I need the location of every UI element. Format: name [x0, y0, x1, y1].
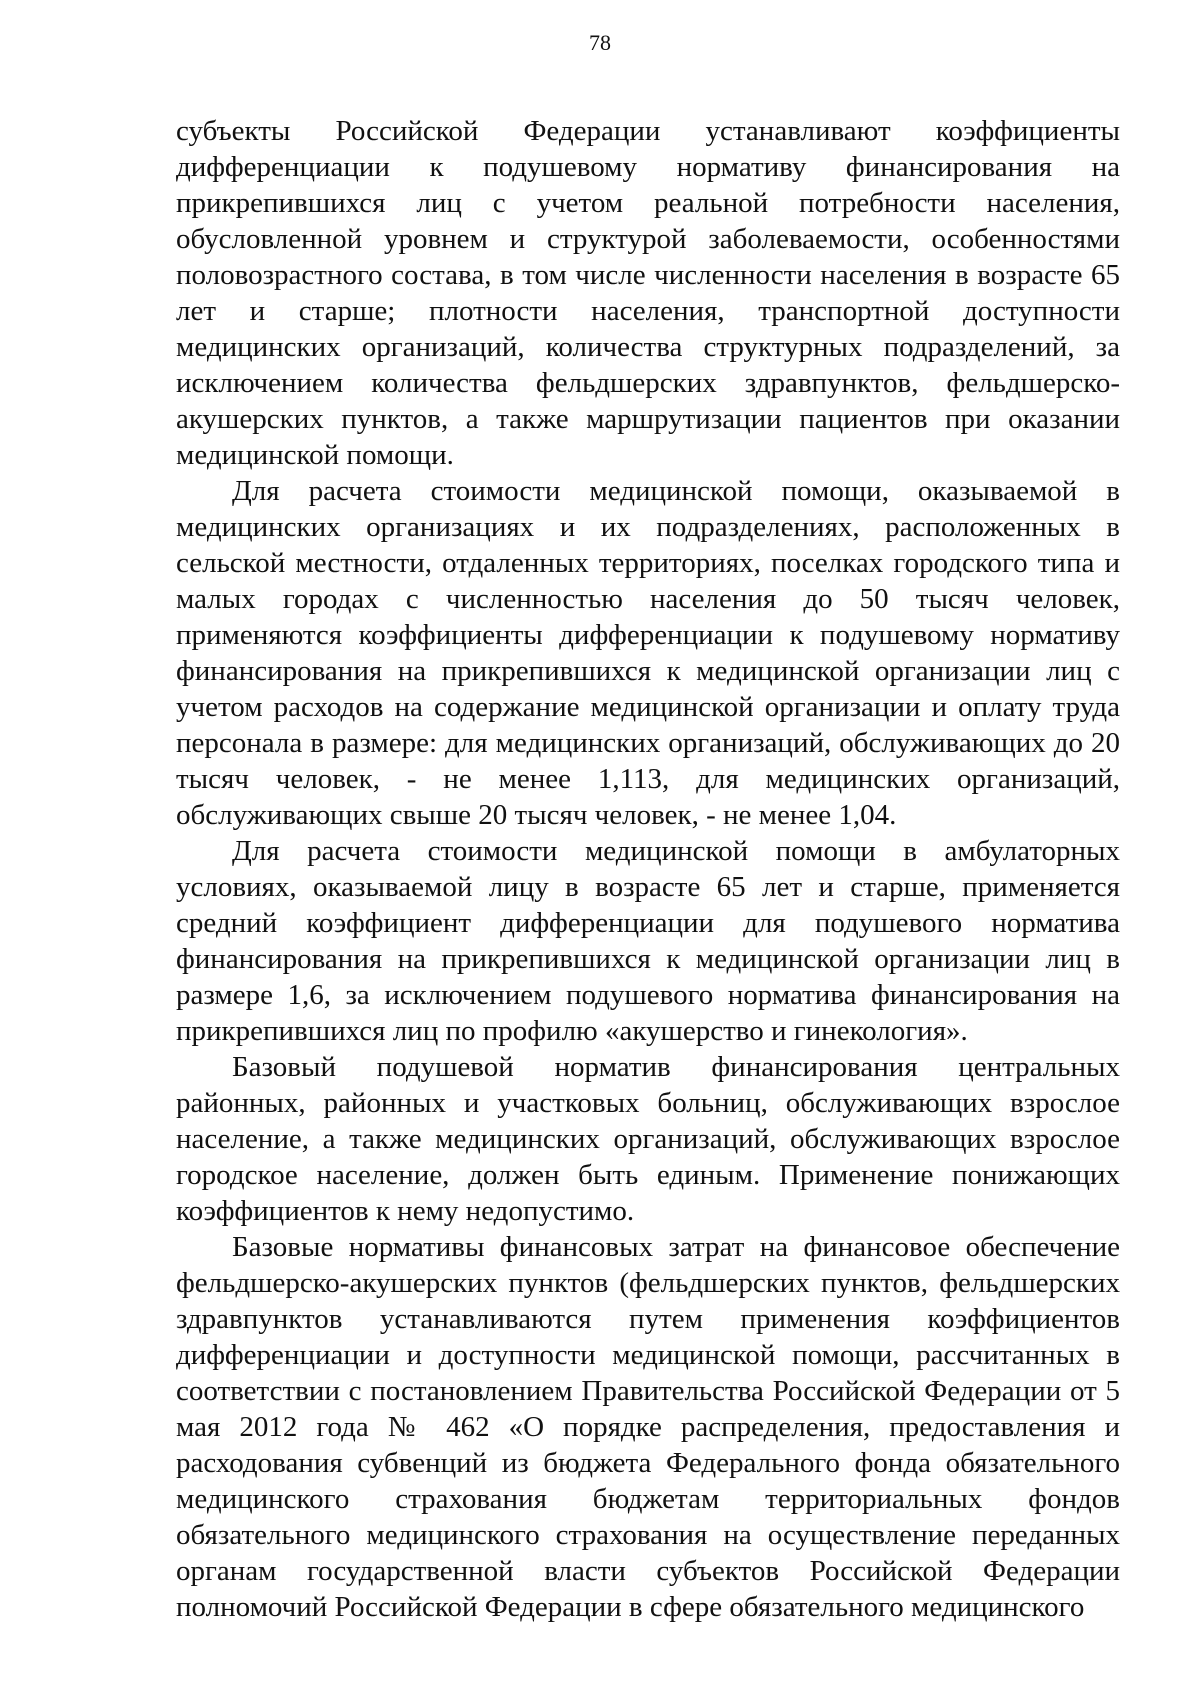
page-number: 78 — [589, 30, 611, 55]
paragraph-elderly-coefficient: Для расчета стоимости медицинской помощи в амбулаторных условиях, оказываемой лицу в возрасте 65 лет и старше, применяется средний коэффициент дифференциации для подушевого норматива финансирования на прикрепившихся к медицинской организации лиц в размере 1,6, за исключением подушевого норматива финансирования на прикрепившихся лиц по профилю «акушерство и гинекология». — [176, 835, 1120, 1047]
document-body — [176, 113, 1120, 1625]
paragraph-continuation: субъекты Российской Федерации устанавливают коэффициенты дифференциации к подушевому нормативу финансирования на прикрепившихся лиц с учетом реальной потребности населения, обусловленной уровнем и структурой заболеваемости, особенностями половозрастного состава, в том числе численности населения в возрасте 65 лет и старше; плотности населения, транспортной доступности медицинских организаций, количества структурных подразделений, за исключением количества фельдшерских здравпунктов, фельдшерско-акушерских пунктов, а также маршрутизации пациентов при оказании медицинской помощи. — [176, 115, 1120, 471]
paragraph-rural-coefficients: Для расчета стоимости медицинской помощи, оказываемой в медицинских организациях и их подразделениях, расположенных в сельской местности, отдаленных территориях, поселках городского типа и малых городах с численностью населения до 50 тысяч человек, применяются коэффициенты дифференциации к подушевому нормативу финансирования на прикрепившихся к медицинской организации лиц с учетом расходов на содержание медицинской организации и оплату труда персонала в размере: для медицинских организаций, обслуживающих до 20 тысяч человек, - не менее 1,113, для медицинских организаций, обслуживающих свыше 20 тысяч человек, - не менее 1,04. — [176, 475, 1120, 831]
paragraph-base-per-capita-norm: Базовый подушевой норматив финансирования центральных районных, районных и участковых больниц, обслуживающих взрослое население, а также медицинских организаций, обслуживающих взрослое городское население, должен быть единым. Применение понижающих коэффициентов к нему недопустимо. — [176, 1051, 1120, 1227]
paragraph-feldsher-points-norms: Базовые нормативы финансовых затрат на финансовое обеспечение фельдшерско-акушерских пунктов (фельдшерских пунктов, фельдшерских здравпунктов устанавливаются путем применения коэффициентов дифференциации и доступности медицинской помощи, рассчитанных в соответствии с постановлением Правительства Российской Федерации от 5 мая 2012 года № 462 «О порядке распределения, предоставления и расходования субвенций из бюджета Федерального фонда обязательного медицинского страхования бюджетам территориальных фондов обязательного медицинского страхования на осуществление переданных органам государственной власти субъектов Российской Федерации полномочий Российской Федерации в сфере обязательного медицинского — [176, 1231, 1120, 1623]
